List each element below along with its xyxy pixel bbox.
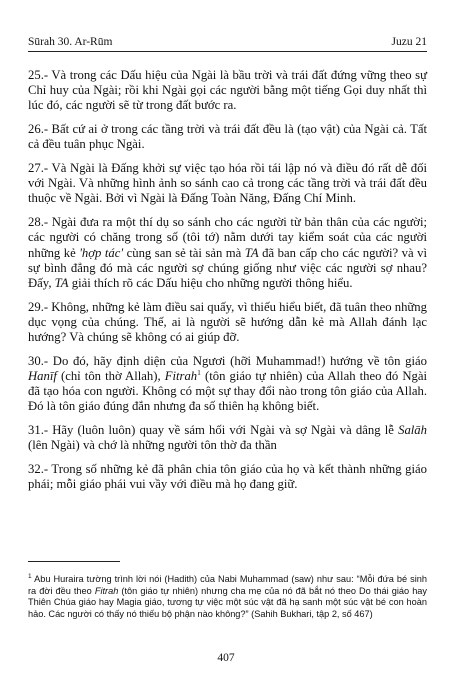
verse-32: 32.- Trong số những kẻ đã phân chia tôn giáo của họ và kết thành những giáo phái; mỗi giáo phái vui vầy với điều mà họ đang giữ.	[28, 461, 427, 492]
running-header	[28, 34, 427, 50]
footnote	[28, 574, 427, 620]
verse-31: 31.- Hãy (luôn luôn) quay về sám hối với Ngài và sợ Ngài và dâng lễ Salāh (lên Ngài) và chớ là những người tôn thờ đa thần	[28, 423, 427, 453]
juzu-label: Juzu 21	[391, 36, 427, 48]
verse-29: 29.- Không, những kẻ làm điều sai quấy, vì thiếu hiểu biết, đã tuân theo những dục vọng của chúng. Thế, ai là người sẽ hướng dẫn kẻ mà Allah đánh lạc hướng? Và chúng sẽ không có ai giúp đỡ.	[28, 299, 427, 345]
header-divider	[28, 51, 427, 52]
page-number: 407	[217, 652, 235, 664]
verse-26: 26.- Bất cứ ai ở trong các tầng trời và trái đất đều là (tạo vật) của Ngài cả. Tất cả đều tuân phục Ngài.	[28, 122, 427, 152]
verse-27: 27.- Và Ngài là Đấng khởi sự việc tạo hóa rồi tái lập nó và điều đó rất dễ đối với Ngài. Và những hình ảnh so sánh cao cả trong các tầng trời và trái đất đều thuộc về Ngài. Bởi vì Ngài là Đấng Toàn Năng, Đấng Chí Minh.	[28, 161, 427, 206]
surah-title: Sūrah 30. Ar-Rūm	[28, 36, 113, 48]
footnote-text: Abu Huraira tường trình lời nói (Hadith) của Nabi Muhammad (saw) như sau: “Mỗi đứa bé sinh ra đời đều theo Fitrah (tôn giáo tự nhiên) nhưng cha mẹ của nó đã bắt nó theo Do thái giáo hay Thiên Chúa giáo hay Magia giáo, tương tự việc một súc vật đã hạ sanh một súc vật bé con hoàn hảo. Các người có thấy nó thiếu bộ phận nào không?” (Sahih Bukhari, tập 2, số 467)	[28, 574, 428, 619]
main-text	[28, 68, 427, 501]
footnote-marker: 1	[28, 572, 32, 580]
footnote-divider	[28, 561, 120, 562]
verse-30: 30.- Do đó, hãy định diện của Ngươi (hỡi Muhammad!) hướng về tôn giáo Hanīf (chỉ tôn thờ Allah), Fitrah$^1$ (tôn giáo tự nhiên) của Allah theo đó Ngài đã tạo hóa con người. Không có một sự thay đổi nào trong tôn giáo của Allah. Đó là tôn giáo đúng đắn nhưng đa số thiên hạ không biết.	[28, 353, 427, 414]
verse-28: 28.- Ngài đưa ra một thí dụ so sánh cho các người từ bản thân của các người; các người có chăng trong số (tôi tớ) nằm dưới tay kiểm soát của các người những kẻ 'hợp tác' cùng san sẻ tài sản mà TA đã ban cấp cho các người? và vì sự bình đẳng đó mà các người sợ chúng giống như việc các người sợ nhau? Đấy, TA giải thích rõ các Dấu hiệu cho những người thông hiểu.	[28, 215, 427, 290]
verse-25: 25.- Và trong các Dấu hiệu của Ngài là bầu trời và trái đất đứng vững theo sự Chỉ huy của Ngài; rồi khi Ngài gọi các người bằng một tiếng Gọi duy nhất thì lúc đó, các người sẽ từ trong đất bước ra.	[28, 68, 427, 113]
